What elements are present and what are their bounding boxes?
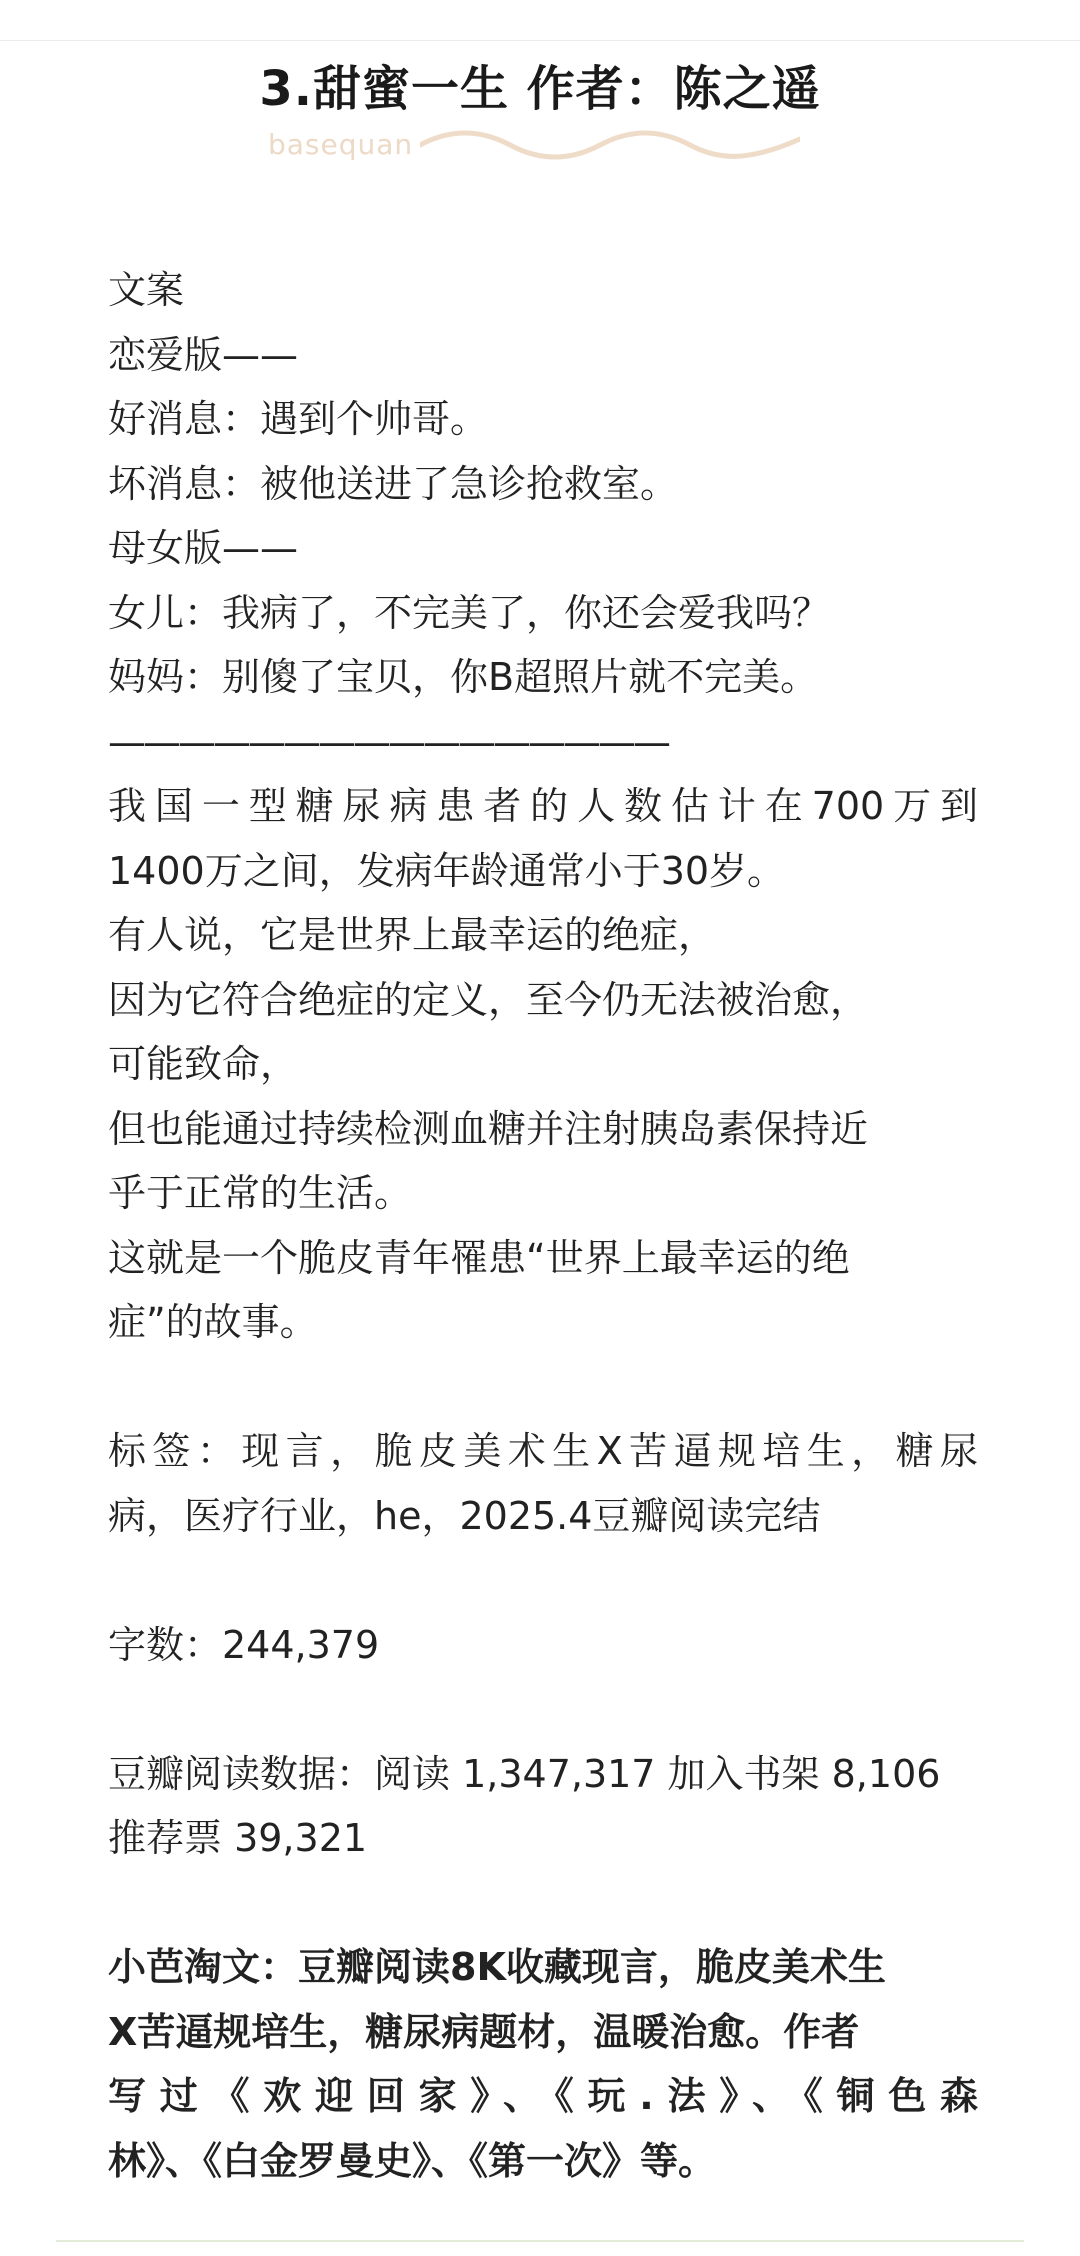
text-line: 症”的故事。 xyxy=(108,1300,318,1344)
text-line: 我国一型糖尿病患者的人数估计在700万到 xyxy=(108,784,978,828)
text-line: 标签：现言，脆皮美术生X苦逼规培生，糖尿 xyxy=(108,1429,978,1473)
paragraph-gap xyxy=(108,1355,978,1420)
text-line: 推荐票 39,321 xyxy=(108,1816,368,1860)
bottom-divider xyxy=(56,2240,1024,2242)
paragraph-gap xyxy=(108,1677,978,1742)
wave-decoration xyxy=(420,125,800,165)
text-line: 病，医疗行业，he，2025.4豆瓣阅读完结 xyxy=(108,1493,821,1538)
text-line: 文案 xyxy=(108,268,185,312)
text-line: 妈妈：别傻了宝贝，你B超照片就不完美。 xyxy=(108,655,819,699)
text-line: 这就是一个脆皮青年罹患“世界上最幸运的绝 xyxy=(108,1235,850,1280)
watermark-text: basequan xyxy=(268,128,414,161)
text-line: 有人说，它是世界上最幸运的绝症， xyxy=(108,913,717,957)
text-line: 豆瓣阅读数据：阅读 1,347,317 加入书架 8,106 xyxy=(108,1751,941,1796)
text-line: 女儿：我病了，不完美了，你还会爱我吗？ xyxy=(108,590,831,635)
text-line: 坏消息：被他送进了急诊抢救室。 xyxy=(108,461,679,506)
paragraph-gap xyxy=(108,1871,978,1936)
text-line: ———————————————— xyxy=(108,719,668,764)
text-line: 小芭淘文：豆瓣阅读8K收藏现言，脆皮美术生 xyxy=(108,1945,886,1989)
text-line: 1400万之间，发病年龄通常小于30岁。 xyxy=(108,848,786,893)
text-line: 好消息：遇到个帅哥。 xyxy=(108,397,489,441)
text-line: 乎于正常的生活。 xyxy=(108,1171,413,1215)
paragraph-gap xyxy=(108,1548,978,1613)
center-watermark xyxy=(480,1118,620,1152)
text-line: 因为它符合绝症的定义，至今仍无法被治愈， xyxy=(108,977,869,1022)
text-line: X苦逼规培生，糖尿病题材，温暖治愈。作者 xyxy=(108,2009,860,2054)
page-title: 3.甜蜜一生 作者：陈之遥 xyxy=(259,61,821,117)
text-line: 可能致命， xyxy=(108,1042,299,1086)
text-line: 林》、《白金罗曼史》、《第一次》等。 xyxy=(108,2138,717,2183)
top-divider xyxy=(0,40,1080,41)
text-line: 写过《欢迎回家》、《玩.法》、《铜色森 xyxy=(108,2074,978,2118)
text-line: 字数：244,379 xyxy=(108,1622,380,1667)
text-line: 但也能通过持续检测血糖并注射胰岛素保持近 xyxy=(108,1106,869,1151)
text-line: 母女版—— xyxy=(108,526,299,570)
text-line: 恋爱版—— xyxy=(108,332,299,377)
article-body xyxy=(108,258,978,2193)
